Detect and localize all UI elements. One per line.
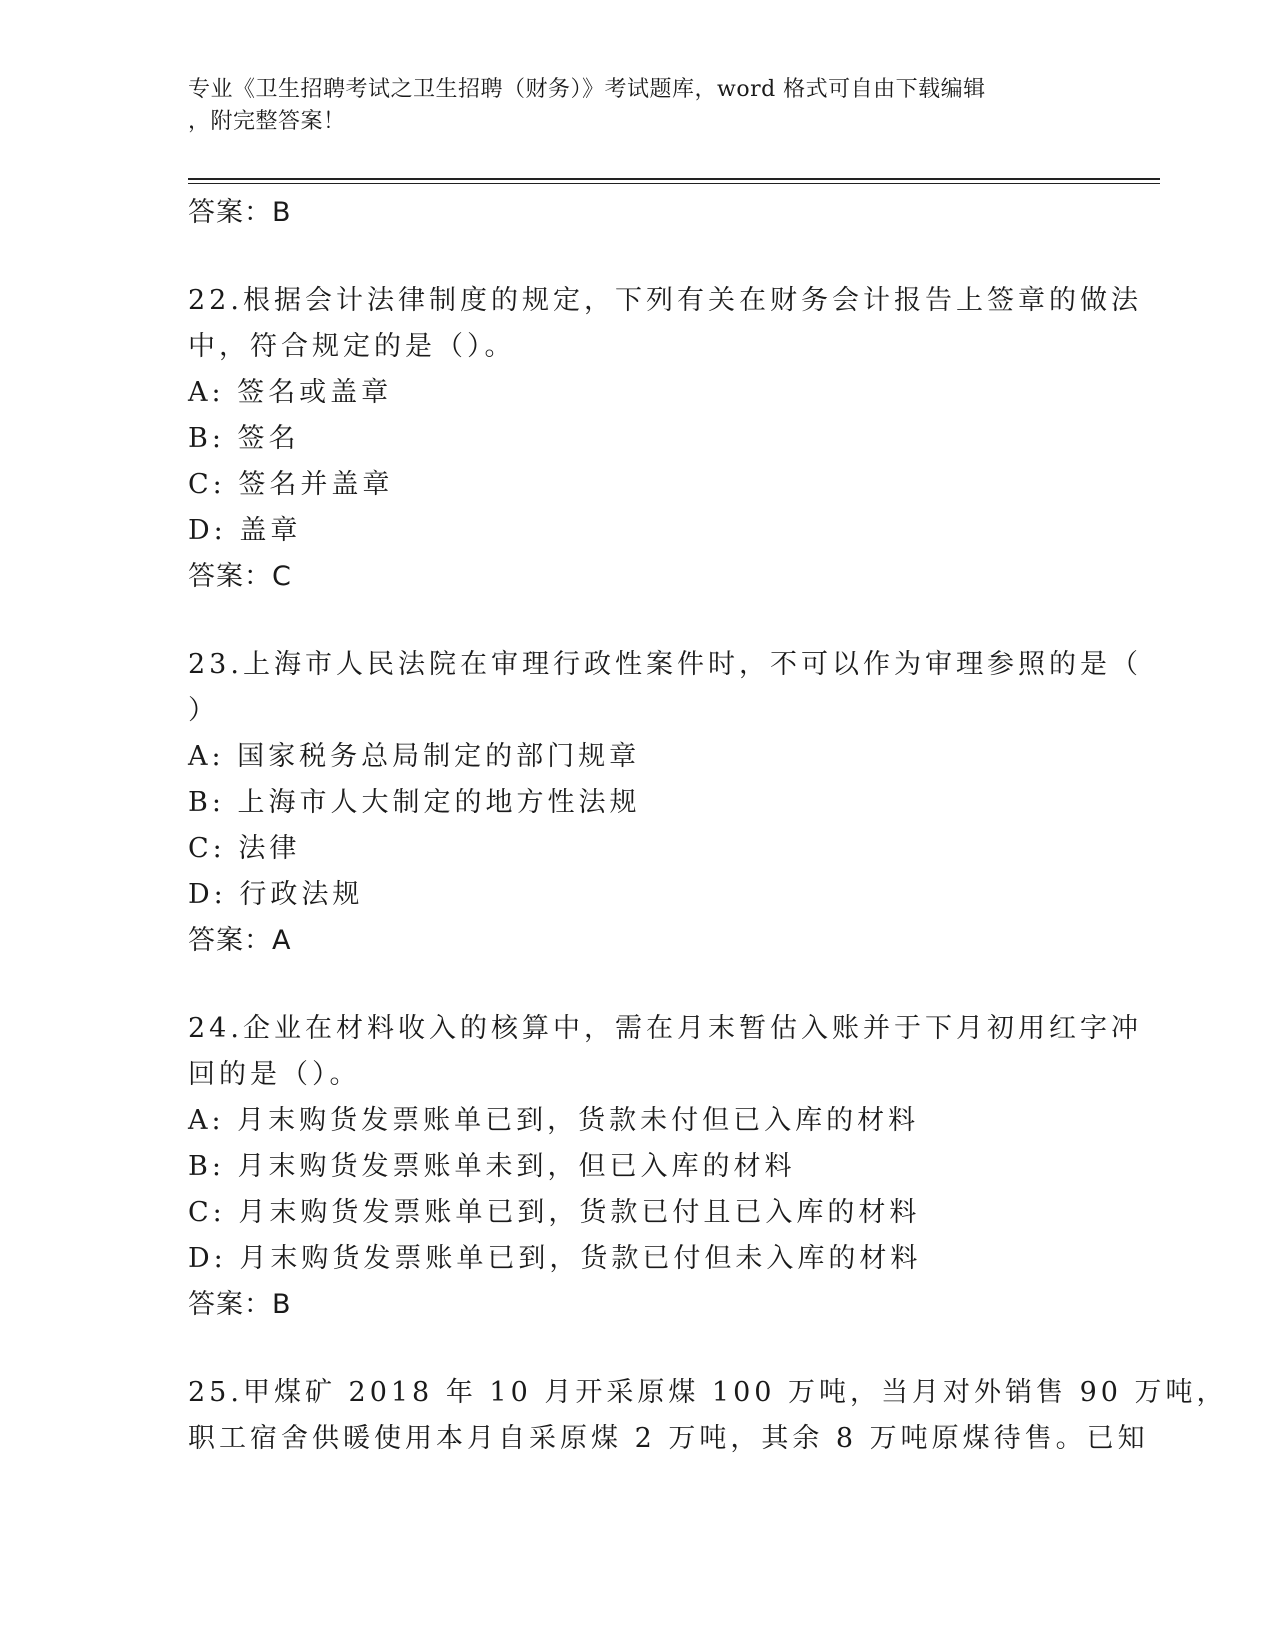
answer: 答案：B	[188, 1289, 292, 1320]
question-stem-line: 24.企业在材料收入的核算中，需在月末暂估入账并于下月初用红字冲	[188, 1013, 1142, 1044]
spacer	[188, 964, 1088, 1006]
option-c: C: 月末购货发票账单已到，货款已付且已入库的材料	[188, 1197, 921, 1228]
option-a: A: 签名或盖章	[188, 377, 393, 408]
question-stem-line: ）	[188, 695, 219, 726]
spacer	[188, 1328, 1088, 1370]
question-stem-line: 中，符合规定的是（）。	[188, 331, 516, 362]
header-line-1: 专业《卫生招聘考试之卫生招聘（财务）》考试题库，word 格式可自由下载编辑	[188, 77, 986, 102]
question-25	[188, 1370, 1228, 1462]
question-stem-line: 22.根据会计法律制度的规定，下列有关在财务会计报告上签章的做法	[188, 285, 1142, 316]
question-24	[188, 1006, 1142, 1328]
question-stem-line: 回的是（）。	[188, 1059, 361, 1090]
header-line-2: ，附完整答案！	[188, 109, 346, 134]
question-content	[188, 190, 1228, 1462]
spacer	[188, 236, 1088, 278]
document-header	[188, 74, 1068, 138]
question-23	[188, 642, 1142, 964]
option-a: A: 国家税务总局制定的部门规章	[188, 741, 641, 772]
question-stem-line: 职工宿舍供暖使用本月自采原煤 2 万吨，其余 8 万吨原煤待售。已知	[188, 1423, 1149, 1454]
answer: 答案：A	[188, 925, 292, 956]
option-b: B: 签名	[188, 423, 300, 454]
header-rule-thick	[188, 178, 1160, 180]
option-c: C: 法律	[188, 833, 301, 864]
option-d: D: 行政法规	[188, 879, 364, 910]
answer-previous: 答案：B	[188, 197, 292, 228]
option-a: A: 月末购货发票账单已到，货款未付但已入库的材料	[188, 1105, 920, 1136]
option-b: B: 月末购货发票账单未到，但已入库的材料	[188, 1151, 796, 1182]
option-c: C: 签名并盖章	[188, 469, 394, 500]
answer: 答案：C	[188, 561, 292, 592]
option-d: D: 月末购货发票账单已到，货款已付但未入库的材料	[188, 1243, 922, 1274]
question-22	[188, 278, 1142, 600]
header-rule-thin	[188, 183, 1160, 184]
spacer	[188, 600, 1088, 642]
option-b: B: 上海市人大制定的地方性法规	[188, 787, 641, 818]
question-stem-line: 25.甲煤矿 2018 年 10 月开采原煤 100 万吨，当月对外销售 90 万吨，	[188, 1377, 1228, 1408]
question-stem-line: 23.上海市人民法院在审理行政性案件时，不可以作为审理参照的是（	[188, 649, 1142, 680]
option-d: D: 盖章	[188, 515, 302, 546]
